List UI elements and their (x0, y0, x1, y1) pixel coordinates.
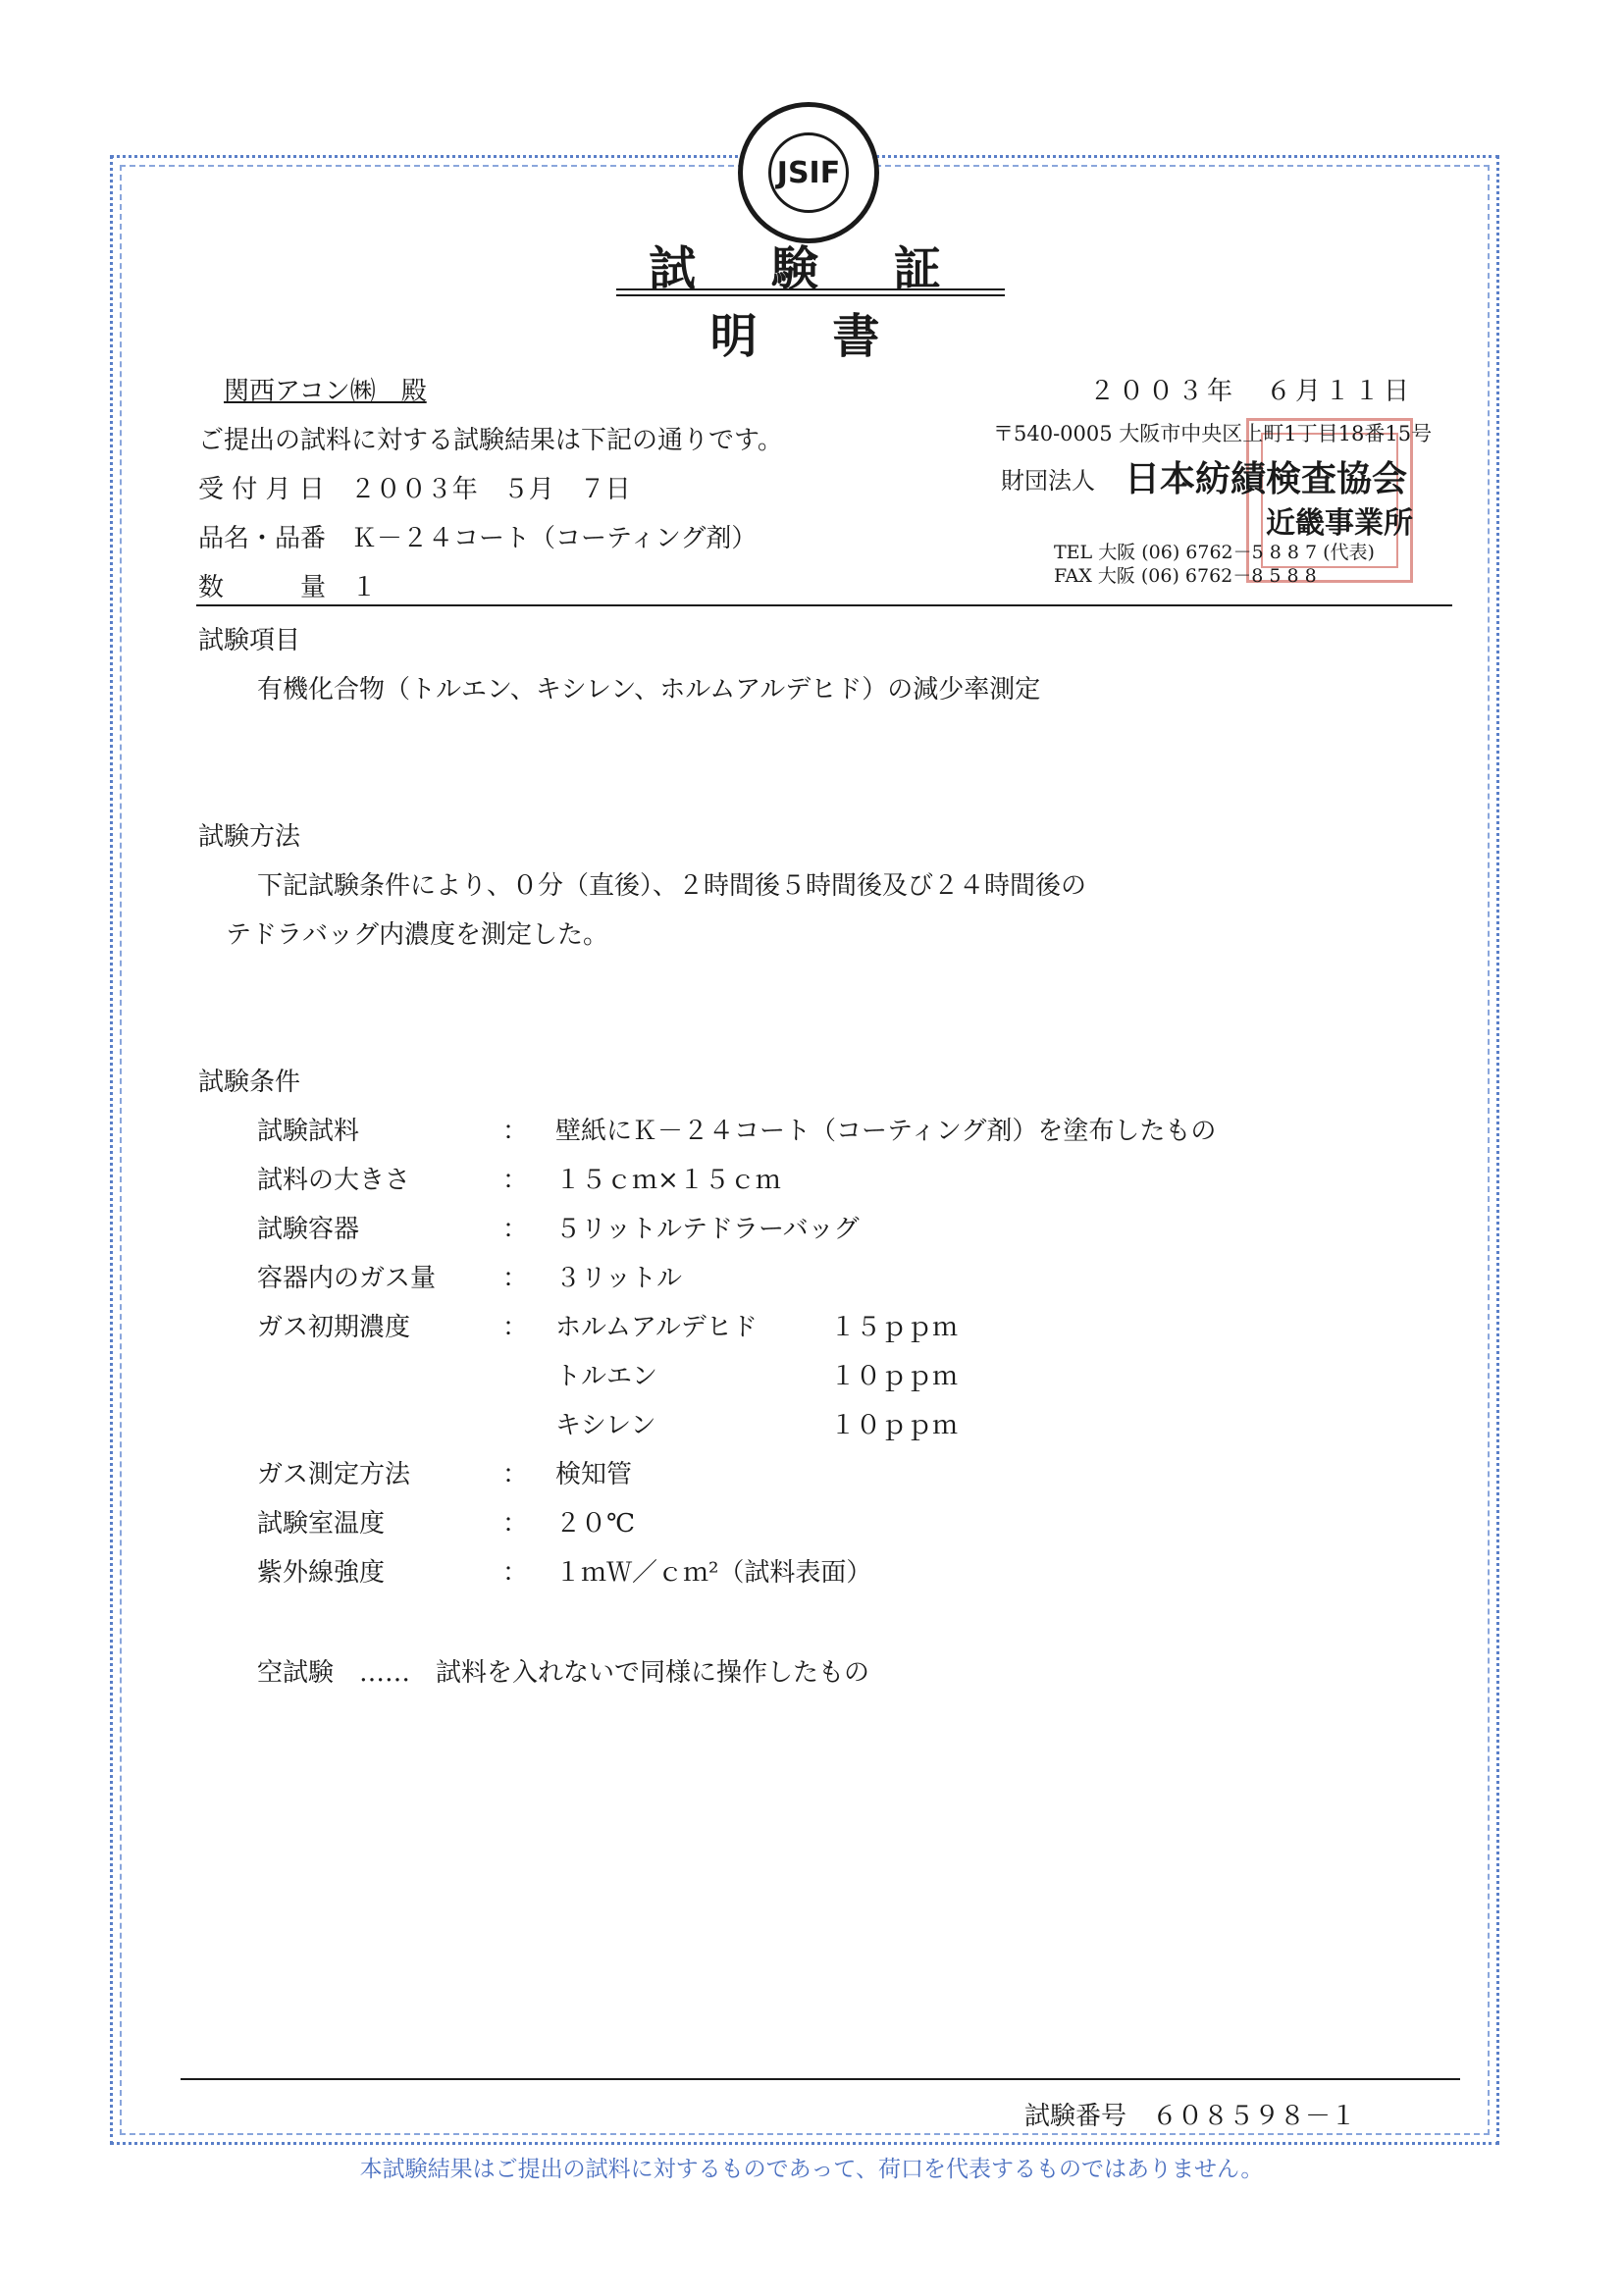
test-method-heading: 試験方法 (198, 822, 301, 852)
cond-label-size: 試料の大きさ (257, 1166, 411, 1195)
jsif-seal-logo (738, 102, 879, 243)
cond-colon: ： (502, 1166, 529, 1195)
issue-date: ２００３年 ６月１１日 (1089, 377, 1414, 406)
test-method-line2: テドラバッグ内濃度を測定した。 (226, 920, 609, 950)
received-date: 受 付 月 日 ２００３年 ５月 ７日 (198, 475, 631, 504)
issuer-fax: FAX 大阪 (06) 6762－8 5 8 8 (1054, 565, 1317, 587)
conc-gas-toluene: トルエン (555, 1362, 658, 1391)
title-underline (616, 288, 1005, 290)
issuer-branch: 近畿事業所 (1266, 506, 1413, 541)
conc-gas-formaldehyde: ホルムアルデヒド (555, 1313, 758, 1342)
test-item-heading: 試験項目 (198, 626, 301, 655)
cond-value-method: 検知管 (555, 1460, 633, 1489)
cond-value-gas-volume: ３リットル (555, 1264, 682, 1293)
cond-value-room-temp: ２０℃ (555, 1509, 636, 1539)
seal-center-text: JSIF (768, 132, 849, 213)
issuer-tel: TEL 大阪 (06) 6762－5 8 8 7 (代表) (1054, 542, 1375, 563)
cond-colon: ： (502, 1117, 529, 1146)
cond-colon: ： (502, 1460, 529, 1489)
footer-disclaimer: 本試験結果はご提出の試料に対するものであって、荷口を代表するものではありません。 (359, 2157, 1264, 2182)
issuer-address: 〒540-0005 大阪市中央区上町1丁目18番15号 (993, 422, 1433, 445)
cond-colon: ： (502, 1313, 529, 1342)
issuer-org-name: 日本紡績検査協会 (1125, 459, 1408, 499)
conc-value-xylene: １０ｐｐｍ (830, 1411, 959, 1440)
cond-colon: ： (502, 1558, 529, 1588)
test-method-line1: 下記試験条件により、０分（直後）、２時間後５時間後及び２４時間後の (257, 871, 1087, 901)
footer-divider (181, 2078, 1460, 2080)
cond-colon: ： (502, 1264, 529, 1293)
conc-value-formaldehyde: １５ｐｐｍ (830, 1313, 959, 1342)
title-underline-2 (616, 294, 1005, 296)
cond-label-container: 試験容器 (257, 1215, 360, 1244)
cond-value-size: １５ｃｍ×１５ｃｍ (555, 1166, 781, 1195)
test-number: 試験番号 ６０８５９８－１ (1024, 2102, 1357, 2131)
cond-label-uv: 紫外線強度 (257, 1558, 386, 1588)
cond-label-room-temp: 試験室温度 (257, 1509, 386, 1539)
cond-label-gas-volume: 容器内のガス量 (257, 1264, 437, 1293)
cond-label-method: ガス測定方法 (257, 1460, 411, 1489)
cond-colon: ： (502, 1509, 529, 1539)
test-item-text: 有機化合物（トルエン、キシレン、ホルムアルデヒド）の減少率測定 (257, 675, 1041, 704)
cond-label-initial-conc: ガス初期濃度 (257, 1313, 411, 1342)
cond-value-uv: １ｍＷ／ｃｍ²（試料表面） (555, 1558, 872, 1588)
blank-test-note: 空試験 …… 試料を入れないで同様に操作したもの (257, 1658, 870, 1688)
intro-text: ご提出の試料に対する試験結果は下記の通りです。 (198, 426, 783, 455)
conc-gas-xylene: キシレン (555, 1411, 656, 1440)
header-divider (196, 604, 1452, 606)
quantity: 数 量 １ (198, 573, 378, 602)
cond-colon: ： (502, 1215, 529, 1244)
issuer-org-prefix: 財団法人 (1001, 467, 1095, 495)
cond-value-container: ５リットルテドラーバッグ (555, 1215, 860, 1244)
cond-value-sample: 壁紙にＫ－２４コート（コーティング剤）を塗布したもの (555, 1117, 1217, 1146)
conc-value-toluene: １０ｐｐｍ (830, 1362, 959, 1391)
document-title: 試 験 証 明 書 (649, 241, 970, 364)
test-conditions-heading: 試験条件 (198, 1068, 301, 1097)
product-name: 品名・品番 Ｋ－２４コート（コーティング剤） (198, 524, 758, 553)
addressee: 関西アコン㈱ 殿 (224, 377, 427, 406)
cond-label-sample: 試験試料 (257, 1117, 360, 1146)
